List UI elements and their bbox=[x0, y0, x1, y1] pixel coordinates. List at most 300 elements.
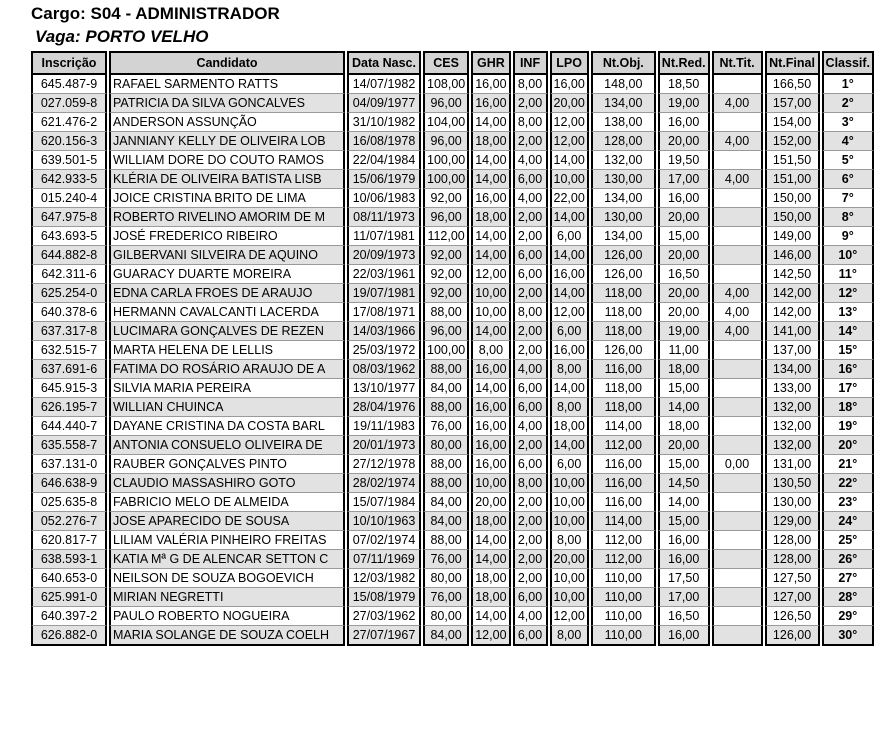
col-nt-red-cell: 16,00 bbox=[658, 531, 710, 550]
col-inscricao-cell: 626.195-7 bbox=[31, 398, 107, 417]
col-nt-tit-cell: 4,00 bbox=[712, 132, 763, 151]
table-body bbox=[31, 75, 874, 646]
col-nt-tit-cell bbox=[712, 341, 763, 360]
col-lpo-cell: 22,00 bbox=[550, 189, 589, 208]
col-ces-cell: 84,00 bbox=[423, 379, 469, 398]
col-data-nasc-cell: 19/11/1983 bbox=[347, 417, 421, 436]
table-row bbox=[31, 227, 874, 246]
col-nt-red-cell: 18,00 bbox=[658, 417, 710, 436]
col-lpo-cell: 12,00 bbox=[550, 303, 589, 322]
col-inscricao-cell: 621.476-2 bbox=[31, 113, 107, 132]
col-ces-cell: 96,00 bbox=[423, 94, 469, 113]
col-lpo-cell: 6,00 bbox=[550, 227, 589, 246]
col-nt-tit-cell: 4,00 bbox=[712, 322, 763, 341]
col-nt-obj-cell: 114,00 bbox=[591, 512, 656, 531]
col-ghr-cell: 14,00 bbox=[471, 607, 510, 626]
col-data-nasc-cell: 13/10/1977 bbox=[347, 379, 421, 398]
col-inscricao-cell: 638.593-1 bbox=[31, 550, 107, 569]
col-nt-obj-cell: 118,00 bbox=[591, 322, 656, 341]
col-lpo-cell: 16,00 bbox=[550, 265, 589, 284]
col-nt-obj-cell: 110,00 bbox=[591, 588, 656, 607]
col-nt-final-cell: 150,00 bbox=[765, 208, 820, 227]
col-ces-cell: 92,00 bbox=[423, 284, 469, 303]
table-row bbox=[31, 550, 874, 569]
col-nt-tit-cell bbox=[712, 436, 763, 455]
table-row bbox=[31, 455, 874, 474]
col-nt-red-cell: 20,00 bbox=[658, 246, 710, 265]
table-row bbox=[31, 170, 874, 189]
col-nt-tit-cell bbox=[712, 474, 763, 493]
col-nt-tit-cell bbox=[712, 227, 763, 246]
col-inf-cell: 2,00 bbox=[513, 436, 548, 455]
col-inf-cell: 2,00 bbox=[513, 493, 548, 512]
col-inscricao-cell: 620.156-3 bbox=[31, 132, 107, 151]
col-lpo-header: LPO bbox=[550, 51, 589, 75]
col-ghr-cell: 14,00 bbox=[471, 113, 510, 132]
col-nt-tit-cell bbox=[712, 607, 763, 626]
col-candidato-cell: JOSÉ FREDERICO RIBEIRO bbox=[109, 227, 345, 246]
col-ghr-cell: 14,00 bbox=[471, 246, 510, 265]
col-inf-cell: 4,00 bbox=[513, 417, 548, 436]
col-nt-obj-cell: 114,00 bbox=[591, 417, 656, 436]
col-classif-cell: 2° bbox=[822, 94, 874, 113]
col-nt-final-cell: 132,00 bbox=[765, 417, 820, 436]
col-nt-red-cell: 17,50 bbox=[658, 569, 710, 588]
col-ghr-cell: 14,00 bbox=[471, 227, 510, 246]
col-ces-cell: 92,00 bbox=[423, 189, 469, 208]
col-nt-red-cell: 20,00 bbox=[658, 303, 710, 322]
col-candidato-cell: MARIA SOLANGE DE SOUZA COELH bbox=[109, 626, 345, 646]
col-inscricao-cell: 637.131-0 bbox=[31, 455, 107, 474]
col-nt-tit-cell: 4,00 bbox=[712, 284, 763, 303]
col-classif-cell: 28° bbox=[822, 588, 874, 607]
col-inscricao-cell: 644.440-7 bbox=[31, 417, 107, 436]
col-ces-cell: 80,00 bbox=[423, 569, 469, 588]
col-nt-tit-cell bbox=[712, 75, 763, 94]
col-candidato-cell: JANNIANY KELLY DE OLIVEIRA LOB bbox=[109, 132, 345, 151]
col-nt-red-cell: 15,00 bbox=[658, 455, 710, 474]
col-data-nasc-cell: 25/03/1972 bbox=[347, 341, 421, 360]
col-nt-obj-cell: 126,00 bbox=[591, 246, 656, 265]
table-header-row bbox=[31, 51, 874, 75]
col-nt-final-cell: 131,00 bbox=[765, 455, 820, 474]
table-row bbox=[31, 588, 874, 607]
col-classif-cell: 23° bbox=[822, 493, 874, 512]
col-data-nasc-cell: 28/02/1974 bbox=[347, 474, 421, 493]
col-nt-red-cell: 14,50 bbox=[658, 474, 710, 493]
col-candidato-cell: EDNA CARLA FROES DE ARAUJO bbox=[109, 284, 345, 303]
col-lpo-cell: 10,00 bbox=[550, 170, 589, 189]
col-inf-cell: 2,00 bbox=[513, 512, 548, 531]
col-ces-cell: 96,00 bbox=[423, 322, 469, 341]
col-candidato-cell: FABRICIO MELO DE ALMEIDA bbox=[109, 493, 345, 512]
col-candidato-cell: JOICE CRISTINA BRITO DE LIMA bbox=[109, 189, 345, 208]
col-inscricao-cell: 640.378-6 bbox=[31, 303, 107, 322]
col-inf-cell: 6,00 bbox=[513, 265, 548, 284]
col-nt-red-cell: 15,00 bbox=[658, 512, 710, 531]
col-ghr-cell: 16,00 bbox=[471, 455, 510, 474]
col-nt-tit-header: Nt.Tit. bbox=[712, 51, 763, 75]
col-data-nasc-cell: 07/02/1974 bbox=[347, 531, 421, 550]
col-ces-cell: 100,00 bbox=[423, 170, 469, 189]
col-inf-cell: 2,00 bbox=[513, 322, 548, 341]
col-inscricao-cell: 625.991-0 bbox=[31, 588, 107, 607]
col-nt-final-cell: 149,00 bbox=[765, 227, 820, 246]
col-ghr-cell: 14,00 bbox=[471, 322, 510, 341]
col-nt-obj-cell: 130,00 bbox=[591, 208, 656, 227]
col-ces-cell: 108,00 bbox=[423, 75, 469, 94]
col-data-nasc-cell: 04/09/1977 bbox=[347, 94, 421, 113]
table-row bbox=[31, 379, 874, 398]
col-inscricao-cell: 620.817-7 bbox=[31, 531, 107, 550]
col-nt-tit-cell bbox=[712, 360, 763, 379]
col-nt-final-cell: 132,00 bbox=[765, 398, 820, 417]
col-ghr-header: GHR bbox=[471, 51, 510, 75]
col-nt-obj-cell: 138,00 bbox=[591, 113, 656, 132]
col-ces-cell: 88,00 bbox=[423, 398, 469, 417]
col-inf-cell: 2,00 bbox=[513, 208, 548, 227]
col-nt-tit-cell bbox=[712, 626, 763, 646]
table-row bbox=[31, 360, 874, 379]
col-inf-cell: 4,00 bbox=[513, 151, 548, 170]
col-inf-cell: 2,00 bbox=[513, 284, 548, 303]
col-nt-tit-cell: 4,00 bbox=[712, 303, 763, 322]
col-nt-tit-cell bbox=[712, 113, 763, 132]
col-data-nasc-cell: 27/03/1962 bbox=[347, 607, 421, 626]
col-nt-obj-cell: 118,00 bbox=[591, 379, 656, 398]
col-ces-cell: 96,00 bbox=[423, 208, 469, 227]
col-inf-cell: 2,00 bbox=[513, 341, 548, 360]
table-header bbox=[31, 51, 874, 75]
col-classif-cell: 14° bbox=[822, 322, 874, 341]
col-classif-cell: 29° bbox=[822, 607, 874, 626]
col-data-nasc-cell: 22/04/1984 bbox=[347, 151, 421, 170]
col-ghr-cell: 16,00 bbox=[471, 75, 510, 94]
col-nt-obj-cell: 110,00 bbox=[591, 626, 656, 646]
col-candidato-cell: GILBERVANI SILVEIRA DE AQUINO bbox=[109, 246, 345, 265]
col-inf-cell: 2,00 bbox=[513, 132, 548, 151]
col-inf-cell: 6,00 bbox=[513, 170, 548, 189]
table-row bbox=[31, 265, 874, 284]
col-nt-red-cell: 11,00 bbox=[658, 341, 710, 360]
col-lpo-cell: 8,00 bbox=[550, 360, 589, 379]
col-classif-cell: 20° bbox=[822, 436, 874, 455]
col-candidato-cell: FATIMA DO ROSÁRIO ARAUJO DE A bbox=[109, 360, 345, 379]
col-inf-cell: 8,00 bbox=[513, 113, 548, 132]
table-row bbox=[31, 493, 874, 512]
col-ces-cell: 80,00 bbox=[423, 436, 469, 455]
col-lpo-cell: 10,00 bbox=[550, 512, 589, 531]
table-row bbox=[31, 626, 874, 646]
col-nt-final-cell: 151,00 bbox=[765, 170, 820, 189]
col-lpo-cell: 12,00 bbox=[550, 132, 589, 151]
col-nt-final-cell: 166,50 bbox=[765, 75, 820, 94]
col-inscricao-cell: 637.317-8 bbox=[31, 322, 107, 341]
col-inscricao-cell: 640.653-0 bbox=[31, 569, 107, 588]
col-nt-red-cell: 20,00 bbox=[658, 284, 710, 303]
col-ghr-cell: 16,00 bbox=[471, 417, 510, 436]
col-inf-cell: 2,00 bbox=[513, 94, 548, 113]
col-candidato-cell: HERMANN CAVALCANTI LACERDA bbox=[109, 303, 345, 322]
table-row bbox=[31, 303, 874, 322]
col-nt-final-cell: 154,00 bbox=[765, 113, 820, 132]
col-inf-header: INF bbox=[513, 51, 548, 75]
col-ghr-cell: 18,00 bbox=[471, 512, 510, 531]
col-ces-cell: 76,00 bbox=[423, 417, 469, 436]
col-data-nasc-cell: 20/09/1973 bbox=[347, 246, 421, 265]
col-nt-tit-cell bbox=[712, 398, 763, 417]
col-ces-cell: 84,00 bbox=[423, 493, 469, 512]
col-ghr-cell: 10,00 bbox=[471, 474, 510, 493]
col-data-nasc-cell: 10/10/1963 bbox=[347, 512, 421, 531]
col-data-nasc-cell: 14/07/1982 bbox=[347, 75, 421, 94]
col-ces-cell: 84,00 bbox=[423, 512, 469, 531]
col-nt-obj-cell: 134,00 bbox=[591, 189, 656, 208]
col-candidato-cell: LUCIMARA GONÇALVES DE REZEN bbox=[109, 322, 345, 341]
col-classif-cell: 27° bbox=[822, 569, 874, 588]
col-nt-final-cell: 157,00 bbox=[765, 94, 820, 113]
col-lpo-cell: 6,00 bbox=[550, 322, 589, 341]
col-candidato-cell: MIRIAN NEGRETTI bbox=[109, 588, 345, 607]
col-nt-final-cell: 133,00 bbox=[765, 379, 820, 398]
col-ghr-cell: 18,00 bbox=[471, 569, 510, 588]
col-nt-red-cell: 16,00 bbox=[658, 113, 710, 132]
col-candidato-cell: KLÉRIA DE OLIVEIRA BATISTA LISB bbox=[109, 170, 345, 189]
col-candidato-cell: WILLIAM DORE DO COUTO RAMOS bbox=[109, 151, 345, 170]
col-nt-final-cell: 127,00 bbox=[765, 588, 820, 607]
col-nt-final-cell: 134,00 bbox=[765, 360, 820, 379]
col-ces-cell: 84,00 bbox=[423, 626, 469, 646]
col-classif-cell: 24° bbox=[822, 512, 874, 531]
col-classif-cell: 19° bbox=[822, 417, 874, 436]
col-nt-final-header: Nt.Final bbox=[765, 51, 820, 75]
col-nt-obj-cell: 126,00 bbox=[591, 265, 656, 284]
col-nt-obj-cell: 118,00 bbox=[591, 284, 656, 303]
col-inf-cell: 4,00 bbox=[513, 360, 548, 379]
col-nt-final-cell: 142,00 bbox=[765, 284, 820, 303]
table-row bbox=[31, 246, 874, 265]
col-candidato-cell: SILVIA MARIA PEREIRA bbox=[109, 379, 345, 398]
col-lpo-cell: 12,00 bbox=[550, 113, 589, 132]
col-classif-cell: 22° bbox=[822, 474, 874, 493]
col-data-nasc-cell: 27/07/1967 bbox=[347, 626, 421, 646]
col-inf-cell: 2,00 bbox=[513, 531, 548, 550]
col-classif-cell: 18° bbox=[822, 398, 874, 417]
col-nt-final-cell: 150,00 bbox=[765, 189, 820, 208]
col-ghr-cell: 16,00 bbox=[471, 94, 510, 113]
col-nt-final-cell: 126,00 bbox=[765, 626, 820, 646]
col-inscricao-cell: 025.635-8 bbox=[31, 493, 107, 512]
col-ghr-cell: 14,00 bbox=[471, 379, 510, 398]
col-nt-final-cell: 142,00 bbox=[765, 303, 820, 322]
col-nt-red-cell: 17,00 bbox=[658, 170, 710, 189]
col-nt-red-header: Nt.Red. bbox=[658, 51, 710, 75]
col-nt-final-cell: 128,00 bbox=[765, 531, 820, 550]
col-classif-cell: 12° bbox=[822, 284, 874, 303]
col-data-nasc-cell: 17/08/1971 bbox=[347, 303, 421, 322]
col-nt-red-cell: 19,00 bbox=[658, 94, 710, 113]
col-candidato-cell: RAFAEL SARMENTO RATTS bbox=[109, 75, 345, 94]
col-nt-red-cell: 16,00 bbox=[658, 189, 710, 208]
table-row bbox=[31, 474, 874, 493]
col-nt-final-cell: 127,50 bbox=[765, 569, 820, 588]
col-ces-cell: 76,00 bbox=[423, 588, 469, 607]
col-data-nasc-cell: 20/01/1973 bbox=[347, 436, 421, 455]
col-nt-tit-cell bbox=[712, 151, 763, 170]
col-ces-cell: 88,00 bbox=[423, 303, 469, 322]
col-nt-obj-cell: 116,00 bbox=[591, 474, 656, 493]
col-inscricao-cell: 645.915-3 bbox=[31, 379, 107, 398]
col-nt-red-cell: 18,50 bbox=[658, 75, 710, 94]
col-classif-cell: 21° bbox=[822, 455, 874, 474]
col-nt-tit-cell bbox=[712, 189, 763, 208]
col-classif-cell: 26° bbox=[822, 550, 874, 569]
col-data-nasc-cell: 19/07/1981 bbox=[347, 284, 421, 303]
col-lpo-cell: 20,00 bbox=[550, 94, 589, 113]
col-inf-cell: 4,00 bbox=[513, 189, 548, 208]
col-ghr-cell: 14,00 bbox=[471, 151, 510, 170]
col-nt-red-cell: 14,00 bbox=[658, 398, 710, 417]
col-nt-red-cell: 17,00 bbox=[658, 588, 710, 607]
col-data-nasc-cell: 08/11/1973 bbox=[347, 208, 421, 227]
col-classif-cell: 11° bbox=[822, 265, 874, 284]
col-inf-cell: 6,00 bbox=[513, 379, 548, 398]
col-inscricao-cell: 642.311-6 bbox=[31, 265, 107, 284]
col-nt-tit-cell bbox=[712, 493, 763, 512]
col-inf-cell: 2,00 bbox=[513, 227, 548, 246]
col-nt-red-cell: 19,00 bbox=[658, 322, 710, 341]
col-ghr-cell: 12,00 bbox=[471, 626, 510, 646]
table-row bbox=[31, 417, 874, 436]
col-ces-cell: 112,00 bbox=[423, 227, 469, 246]
col-candidato-cell: ANDERSON ASSUNÇÃO bbox=[109, 113, 345, 132]
col-nt-obj-header: Nt.Obj. bbox=[591, 51, 656, 75]
col-ghr-cell: 10,00 bbox=[471, 303, 510, 322]
col-ghr-cell: 18,00 bbox=[471, 208, 510, 227]
col-ces-cell: 80,00 bbox=[423, 607, 469, 626]
col-lpo-cell: 14,00 bbox=[550, 246, 589, 265]
col-classif-cell: 30° bbox=[822, 626, 874, 646]
table-row bbox=[31, 94, 874, 113]
table-row bbox=[31, 151, 874, 170]
col-inscricao-cell: 642.933-5 bbox=[31, 170, 107, 189]
table-row bbox=[31, 341, 874, 360]
col-nt-obj-cell: 110,00 bbox=[591, 607, 656, 626]
table-row bbox=[31, 512, 874, 531]
col-ghr-cell: 10,00 bbox=[471, 284, 510, 303]
col-lpo-cell: 16,00 bbox=[550, 341, 589, 360]
col-candidato-cell: MARTA HELENA DE LELLIS bbox=[109, 341, 345, 360]
col-nt-obj-cell: 148,00 bbox=[591, 75, 656, 94]
col-nt-red-cell: 16,50 bbox=[658, 265, 710, 284]
col-data-nasc-cell: 15/08/1979 bbox=[347, 588, 421, 607]
col-inf-cell: 4,00 bbox=[513, 607, 548, 626]
table-row bbox=[31, 132, 874, 151]
col-ghr-cell: 18,00 bbox=[471, 588, 510, 607]
col-classif-cell: 9° bbox=[822, 227, 874, 246]
col-ces-cell: 104,00 bbox=[423, 113, 469, 132]
col-inscricao-cell: 643.693-5 bbox=[31, 227, 107, 246]
col-lpo-cell: 6,00 bbox=[550, 455, 589, 474]
col-classif-cell: 8° bbox=[822, 208, 874, 227]
col-data-nasc-cell: 15/06/1979 bbox=[347, 170, 421, 189]
col-ces-cell: 92,00 bbox=[423, 246, 469, 265]
col-nt-obj-cell: 118,00 bbox=[591, 303, 656, 322]
col-data-nasc-cell: 07/11/1969 bbox=[347, 550, 421, 569]
col-candidato-cell: GUARACY DUARTE MOREIRA bbox=[109, 265, 345, 284]
col-classif-cell: 7° bbox=[822, 189, 874, 208]
col-nt-tit-cell bbox=[712, 588, 763, 607]
col-lpo-cell: 14,00 bbox=[550, 151, 589, 170]
col-nt-obj-cell: 116,00 bbox=[591, 455, 656, 474]
col-data-nasc-cell: 31/10/1982 bbox=[347, 113, 421, 132]
col-ces-cell: 100,00 bbox=[423, 341, 469, 360]
col-nt-red-cell: 16,00 bbox=[658, 626, 710, 646]
col-inf-cell: 6,00 bbox=[513, 398, 548, 417]
col-candidato-cell: WILLIAN CHUINCA bbox=[109, 398, 345, 417]
table-row bbox=[31, 189, 874, 208]
col-ghr-cell: 14,00 bbox=[471, 550, 510, 569]
col-inf-cell: 2,00 bbox=[513, 550, 548, 569]
col-inscricao-cell: 644.882-8 bbox=[31, 246, 107, 265]
col-lpo-cell: 20,00 bbox=[550, 550, 589, 569]
col-nt-red-cell: 14,00 bbox=[658, 493, 710, 512]
table-row bbox=[31, 398, 874, 417]
col-nt-final-cell: 130,00 bbox=[765, 493, 820, 512]
table-row bbox=[31, 208, 874, 227]
col-classif-cell: 25° bbox=[822, 531, 874, 550]
col-inscricao-cell: 015.240-4 bbox=[31, 189, 107, 208]
col-candidato-cell: CLAUDIO MASSASHIRO GOTO bbox=[109, 474, 345, 493]
col-lpo-cell: 12,00 bbox=[550, 607, 589, 626]
col-inscricao-cell: 647.975-8 bbox=[31, 208, 107, 227]
col-classif-cell: 16° bbox=[822, 360, 874, 379]
col-nt-tit-cell bbox=[712, 531, 763, 550]
col-ghr-cell: 20,00 bbox=[471, 493, 510, 512]
table-row bbox=[31, 322, 874, 341]
col-nt-final-cell: 151,50 bbox=[765, 151, 820, 170]
col-inf-cell: 6,00 bbox=[513, 246, 548, 265]
col-classif-cell: 10° bbox=[822, 246, 874, 265]
col-inf-cell: 2,00 bbox=[513, 569, 548, 588]
col-nt-obj-cell: 134,00 bbox=[591, 94, 656, 113]
col-ces-cell: 76,00 bbox=[423, 550, 469, 569]
col-inf-cell: 8,00 bbox=[513, 75, 548, 94]
col-nt-tit-cell bbox=[712, 208, 763, 227]
col-ghr-cell: 16,00 bbox=[471, 360, 510, 379]
col-nt-red-cell: 19,50 bbox=[658, 151, 710, 170]
col-ces-cell: 88,00 bbox=[423, 531, 469, 550]
col-nt-tit-cell bbox=[712, 550, 763, 569]
col-nt-obj-cell: 118,00 bbox=[591, 398, 656, 417]
col-nt-tit-cell bbox=[712, 417, 763, 436]
col-nt-obj-cell: 134,00 bbox=[591, 227, 656, 246]
col-lpo-cell: 14,00 bbox=[550, 436, 589, 455]
col-inscricao-cell: 637.691-6 bbox=[31, 360, 107, 379]
table-row bbox=[31, 531, 874, 550]
col-lpo-cell: 8,00 bbox=[550, 626, 589, 646]
col-nt-tit-cell: 4,00 bbox=[712, 170, 763, 189]
col-candidato-cell: JOSE APARECIDO DE SOUSA bbox=[109, 512, 345, 531]
col-classif-cell: 5° bbox=[822, 151, 874, 170]
col-ces-header: CES bbox=[423, 51, 469, 75]
col-inscricao-cell: 645.487-9 bbox=[31, 75, 107, 94]
col-nt-tit-cell bbox=[712, 379, 763, 398]
col-lpo-cell: 8,00 bbox=[550, 531, 589, 550]
col-candidato-cell: RAUBER GONÇALVES PINTO bbox=[109, 455, 345, 474]
col-nt-red-cell: 20,00 bbox=[658, 132, 710, 151]
col-nt-red-cell: 20,00 bbox=[658, 208, 710, 227]
